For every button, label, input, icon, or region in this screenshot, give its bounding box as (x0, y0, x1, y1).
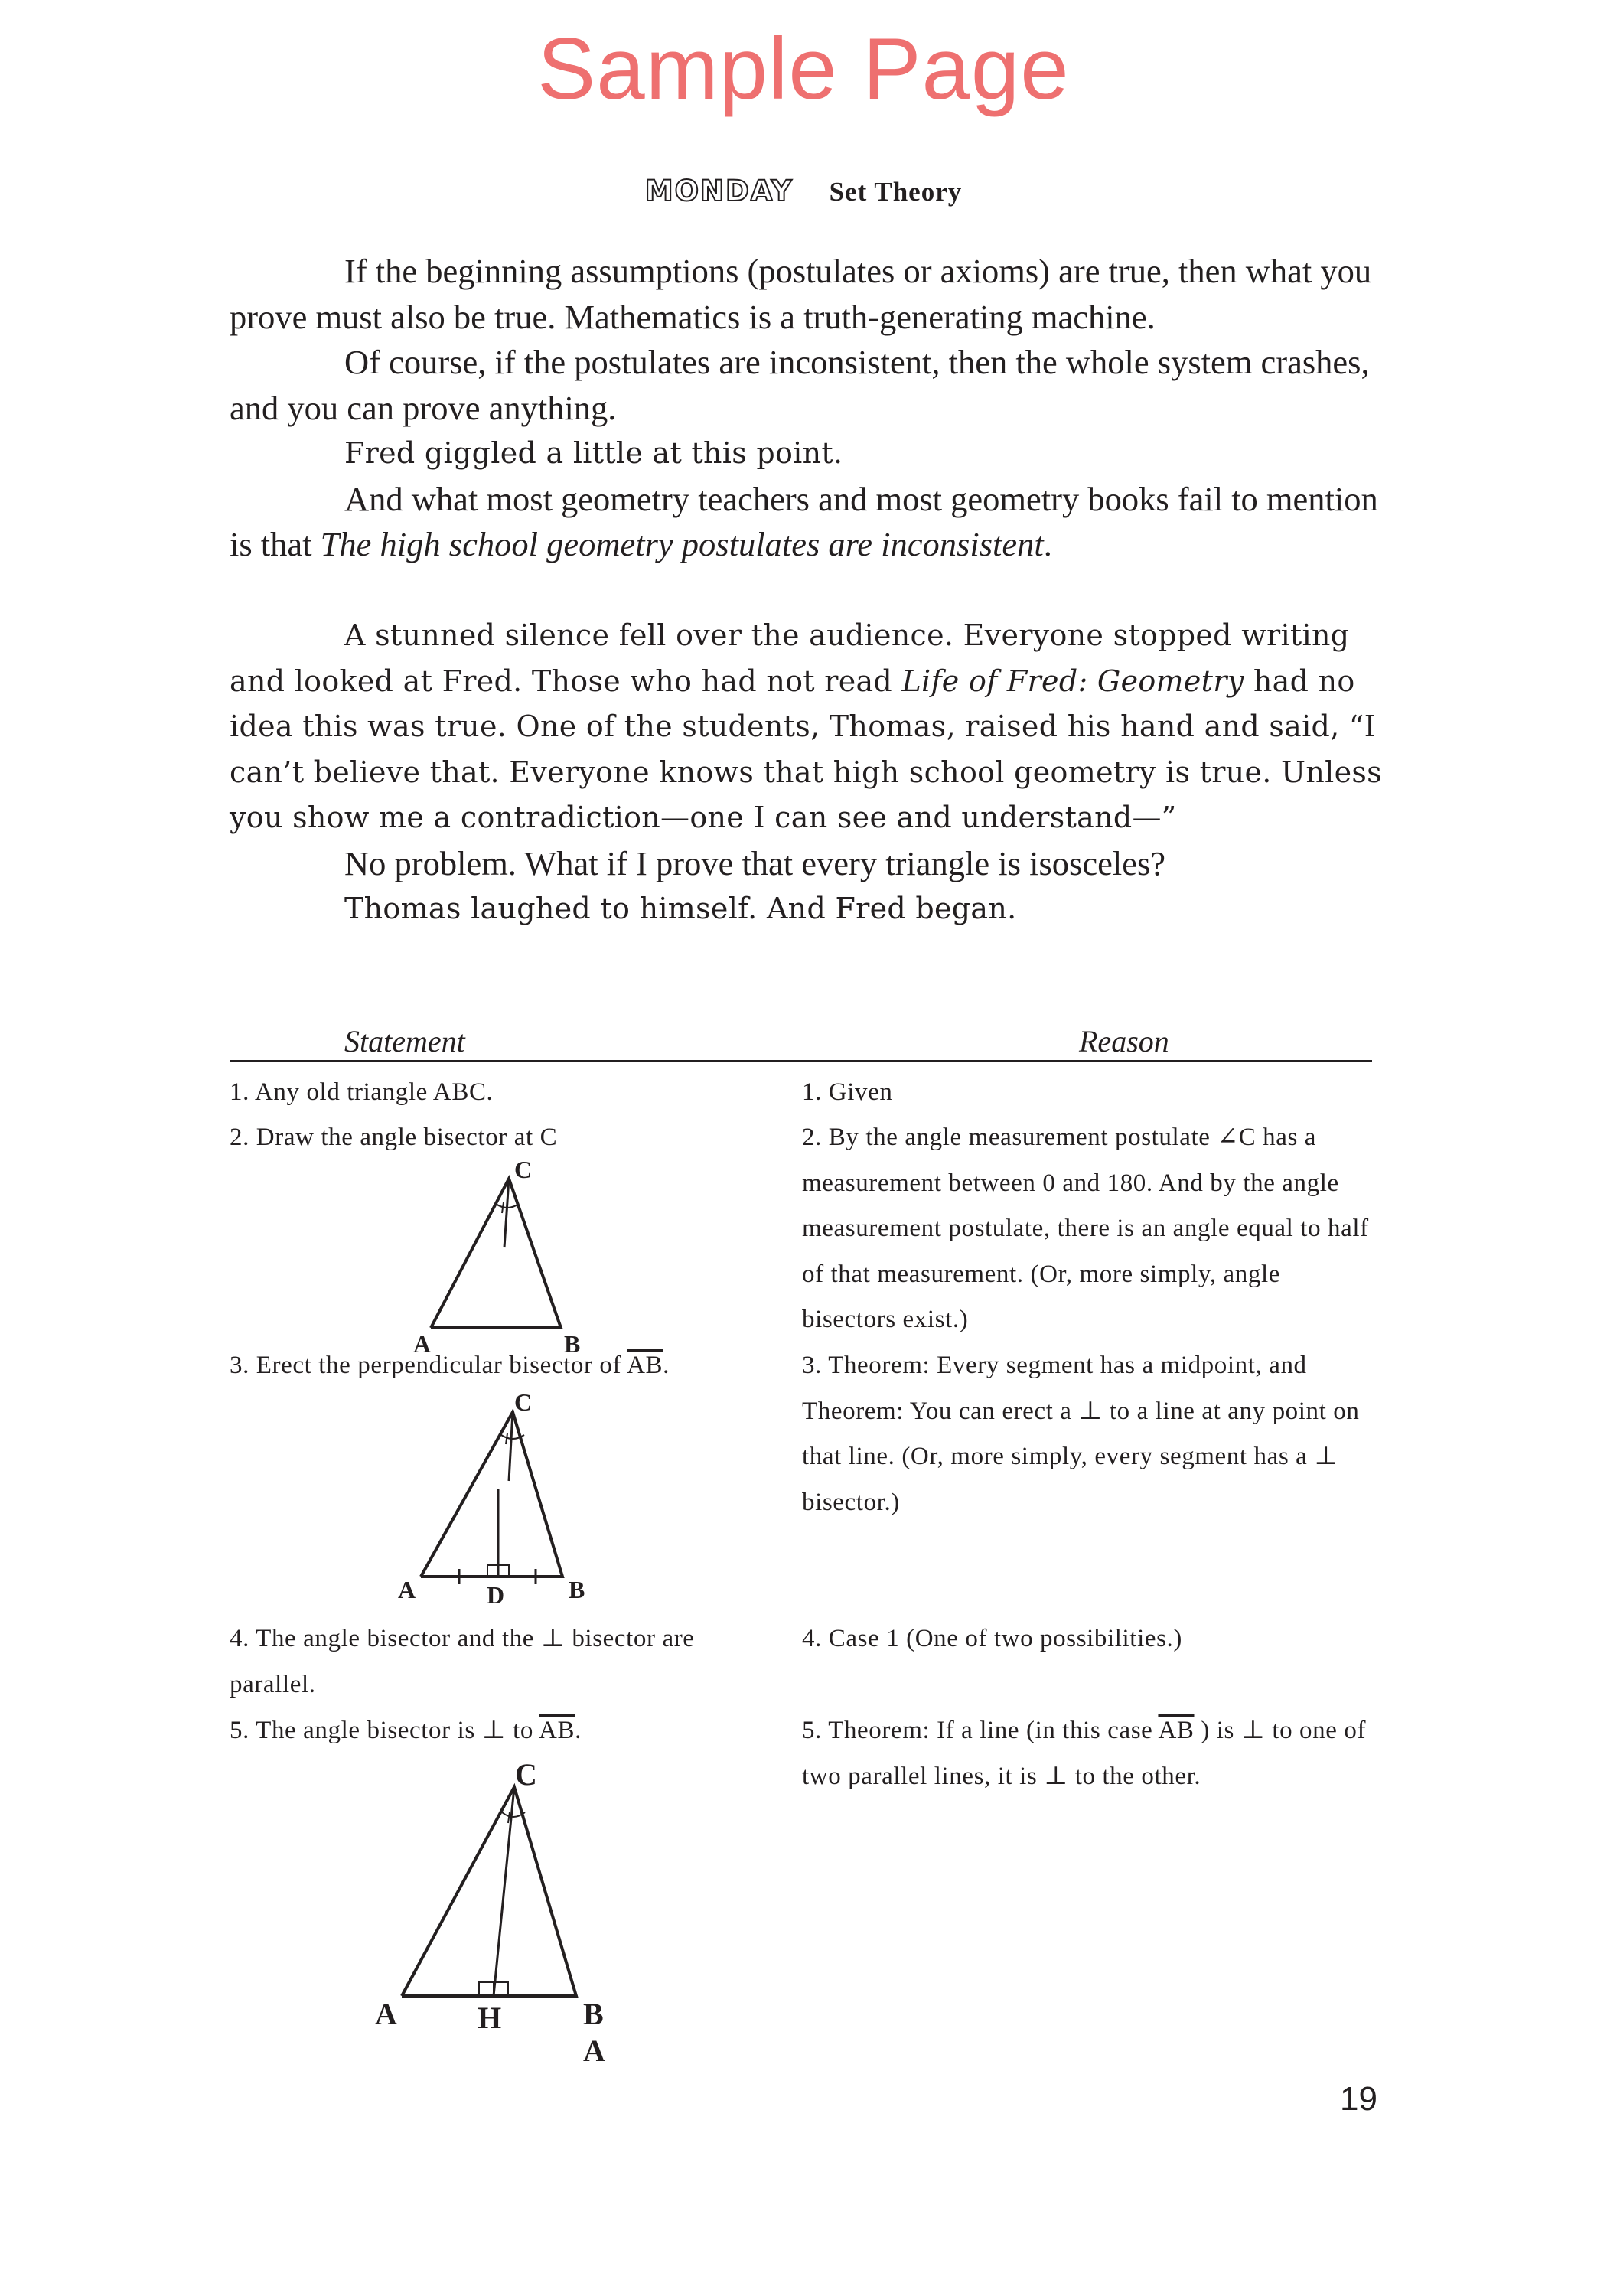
body-text (230, 249, 1393, 932)
statement-4: 4. The angle bisector and the ⊥ bisector are parallel. (230, 1625, 695, 1698)
vertex-label-a: A (413, 1330, 432, 1358)
reason-3: 3. Theorem: Every segment has a midpoint, and Theorem: You can erect a ⊥ to a line at any point on that line. (Or, more simply, every segment has a ⊥ bisector.) (802, 1352, 1360, 1516)
vertex-label-a: A (375, 1997, 397, 2031)
paragraph: Of course, if the postulates are inconsistent, then the whole system crashes, and you can prove anything. (230, 343, 1370, 427)
book-title: Life of Fred: Geometry (901, 664, 1244, 698)
vertex-label-c: C (514, 1388, 533, 1416)
reason-1: 1. Given (802, 1078, 893, 1106)
triangle-figure-1 (406, 1152, 597, 1358)
page-number: 19 (1340, 2080, 1377, 2118)
vertex-label-c: C (514, 1156, 533, 1183)
vertex-label-a: A (398, 1576, 416, 1603)
statement-1: 1. Any old triangle ABC. (230, 1078, 494, 1106)
sample-page-watermark: Sample Page (537, 21, 1070, 118)
stray-label-a: A (583, 2033, 605, 2068)
paragraph: No problem. What if I prove that every triangle is isosceles? (344, 843, 1166, 882)
reason-header: Reason (1079, 1024, 1169, 1058)
triangle-figure-2 (394, 1381, 601, 1611)
vertex-label-b: B (583, 1997, 604, 2031)
statement-5: 5. The angle bisector is ⊥ to $\overline{AB}$. (230, 1717, 582, 1744)
segment-ab: $\overline{AB}$ (1158, 1717, 1195, 1744)
paragraph: Fred giggled a little at this point. (344, 436, 843, 470)
header-rule (230, 1060, 1372, 1062)
vertex-label-c: C (515, 1757, 537, 1792)
reason-4: 4. Case 1 (One of two possibilities.) (802, 1625, 1182, 1652)
topic-label: Set Theory (829, 177, 963, 207)
italic-claim: The high school geometry postulates are inconsistent (320, 525, 1044, 563)
segment-ab: $\overline{AB}$ (627, 1352, 663, 1379)
day-label: MONDAY (644, 174, 794, 207)
paragraph: A stunned silence fell over the audience. Everyone stopped writing and looked at Fred. Those who had not read Life of Fred: Geometry had no idea this was true. One of the students, Thomas, raised his hand and said, “I can’t believe that. Everyone knows that high school geometry is true. Unless you show me a contradiction—one I can see and understand—” (230, 618, 1382, 834)
point-label-h: H (478, 2001, 502, 2035)
segment-ab: $\overline{AB}$ (539, 1717, 575, 1744)
paragraph: Thomas laughed to himself. And Fred began. (344, 892, 1017, 925)
statement-header: Statement (344, 1024, 465, 1058)
vertex-label-b: B (564, 1330, 581, 1358)
reason-5: 5. Theorem: If a line (in this case $\overline{AB}$ ) is ⊥ to one of two parallel lines, it is ⊥ to the other. (802, 1717, 1367, 1790)
paragraph: If the beginning assumptions (postulates or axioms) are true, then what you prove must also be true. Mathematics is a truth-generating machine. (230, 252, 1372, 336)
reason-2: 2. By the angle measurement postulate ∠C has a measurement between 0 and 180. And by the angle measurement postulate, there is an angle equal to half of that measurement. (Or, more simply, angle bisectors exist.) (802, 1124, 1369, 1333)
statement-3: 3. Erect the perpendicular bisector of $\overline{AB}$. (230, 1352, 670, 1379)
point-label-d: D (487, 1581, 505, 1609)
section-header (0, 174, 1607, 207)
triangle-figure-3 (367, 1753, 635, 2074)
paragraph: And what most geometry teachers and most geometry books fail to mention is that The high school geometry postulates are inconsistent. (230, 479, 1378, 563)
vertex-label-b: B (569, 1576, 585, 1603)
statement-2: 2. Draw the angle bisector at C (230, 1124, 558, 1151)
